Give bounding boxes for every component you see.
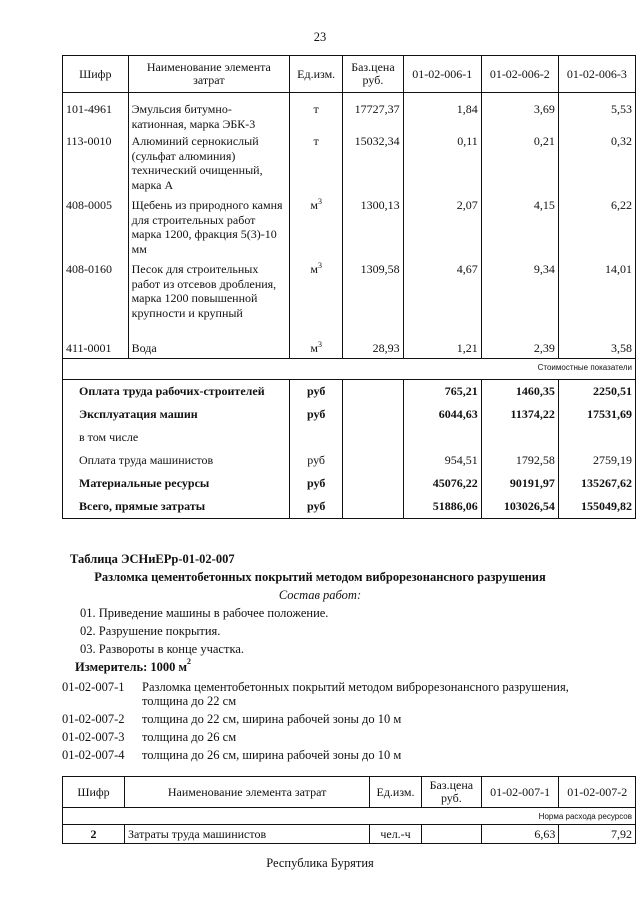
col-header-price: Баз.цена руб. (343, 56, 403, 93)
resource-table-006 (62, 55, 636, 519)
summary-label: Эксплуатация машин (63, 403, 290, 426)
summary-unit: руб (290, 403, 343, 426)
cell-code: 2 (63, 825, 125, 844)
measure-unit (75, 657, 192, 675)
norm-row (63, 808, 636, 825)
summary-value (403, 426, 481, 449)
summary-value: 765,21 (403, 379, 481, 403)
summary-row (63, 426, 636, 449)
cell-value: 2,39 (481, 340, 558, 358)
table-header-row (63, 56, 636, 93)
col-header-006-1: 01-02-006-1 (403, 56, 481, 93)
unit-sup: 3 (317, 261, 322, 270)
cell-value: 3,69 (481, 101, 558, 133)
item-code: 01-02-007-2 (62, 712, 125, 726)
cost-indicators-label: Стоимостные показатели (63, 358, 636, 379)
col-header-unit: Ед.изм. (290, 56, 343, 93)
summary-unit: руб (290, 449, 343, 472)
summary-unit: руб (290, 495, 343, 519)
cell-value: 0,11 (403, 133, 481, 197)
measure-unit-text: Измеритель: 1000 м (75, 660, 188, 674)
unit-sup: 3 (317, 340, 322, 349)
col-header-name: Наименование элемента затрат (125, 777, 370, 808)
summary-label: Оплата труда машинистов (63, 449, 290, 472)
summary-value: 90191,97 (481, 472, 558, 495)
cell-unit (290, 261, 343, 340)
cell-name: Вода (128, 340, 289, 358)
cell-price: 28,93 (343, 340, 403, 358)
unit-text: м (310, 198, 318, 212)
summary-value: 155049,82 (558, 495, 635, 519)
cell-code: 113-0010 (63, 133, 129, 197)
cell-value: 4,15 (481, 197, 558, 261)
summary-price-cell (343, 472, 403, 495)
cell-unit: т (290, 133, 343, 197)
cell-name: Алюминий сернокислый (сульфат алюминия) технический очищенный, марка А (128, 133, 289, 197)
item-code: 01-02-007-4 (62, 748, 125, 762)
summary-value: 954,51 (403, 449, 481, 472)
cell-value: 5,53 (558, 101, 635, 133)
summary-price-cell (343, 379, 403, 403)
cell-value: 2,07 (403, 197, 481, 261)
cell-unit (290, 340, 343, 358)
work-step: 02. Разрушение покрытия. (80, 624, 221, 638)
list-item (62, 748, 622, 764)
table-row (63, 825, 636, 844)
col-header-007-1: 01-02-007-1 (481, 777, 559, 808)
summary-value: 45076,22 (403, 472, 481, 495)
table-row (63, 340, 636, 358)
cell-code: 101-4961 (63, 101, 129, 133)
table-row (63, 261, 636, 340)
cell-name: Щебень из природного камня для строительных работ марка 1200, фракция 5(3)-10 мм (128, 197, 289, 261)
cell-value: 1,84 (403, 101, 481, 133)
table-row (63, 197, 636, 261)
summary-value: 17531,69 (558, 403, 635, 426)
resource-table-007 (62, 776, 636, 844)
norm-label: Норма расхода ресурсов (63, 808, 636, 825)
cell-name: Эмульсия битумно-катионная, марка ЭБК-3 (128, 101, 289, 133)
summary-value: 103026,54 (481, 495, 558, 519)
table-header-row (63, 777, 636, 808)
summary-value: 135267,62 (558, 472, 635, 495)
cell-value: 0,21 (481, 133, 558, 197)
cell-name: Затраты труда машинистов (125, 825, 370, 844)
work-step: 01. Приведение машины в рабочее положение. (80, 606, 329, 620)
col-header-price: Баз.цена руб. (421, 777, 481, 808)
cell-unit: т (290, 101, 343, 133)
cell-value: 14,01 (558, 261, 635, 340)
cell-value: 6,22 (558, 197, 635, 261)
summary-label: Материальные ресурсы (63, 472, 290, 495)
cell-code: 408-0160 (63, 261, 129, 340)
table-title: Таблица ЭСНиЕРр-01-02-007 (70, 552, 235, 566)
summary-price-cell (343, 495, 403, 519)
cell-price (421, 825, 481, 844)
summary-row (63, 379, 636, 403)
spacer-row (63, 93, 636, 102)
col-header-006-2: 01-02-006-2 (481, 56, 558, 93)
summary-label: в том числе (63, 426, 290, 449)
cell-value: 7,92 (559, 825, 636, 844)
unit-text: м (310, 341, 318, 355)
list-item (62, 730, 622, 746)
work-composition-heading: Состав работ: (278, 588, 362, 602)
cell-price: 1300,13 (343, 197, 403, 261)
cell-value: 9,34 (481, 261, 558, 340)
cell-unit: чел.-ч (370, 825, 422, 844)
summary-value: 1460,35 (481, 379, 558, 403)
cell-unit (290, 197, 343, 261)
cell-code: 408-0005 (63, 197, 129, 261)
cell-value: 4,67 (403, 261, 481, 340)
item-code: 01-02-007-1 (62, 680, 125, 694)
resource-rows (63, 101, 636, 358)
work-step: 03. Развороты в конце участка. (80, 642, 244, 656)
table-subtitle: Разломка цементобетонных покрытий методом виброрезонансного разрушения (94, 570, 546, 584)
summary-row (63, 449, 636, 472)
unit-text: м (310, 262, 318, 276)
summary-value: 11374,22 (481, 403, 558, 426)
col-header-code: Шифр (63, 777, 125, 808)
summary-row (63, 403, 636, 426)
summary-value (558, 426, 635, 449)
measure-unit-sup: 2 (187, 657, 192, 666)
summary-value: 6044,63 (403, 403, 481, 426)
item-code: 01-02-007-3 (62, 730, 125, 744)
cell-value: 0,32 (558, 133, 635, 197)
summary-value: 51886,06 (403, 495, 481, 519)
summary-price-cell (343, 403, 403, 426)
unit-sup: 3 (317, 197, 322, 206)
col-header-007-2: 01-02-007-2 (559, 777, 636, 808)
summary-rows (63, 379, 636, 518)
list-item (62, 712, 622, 728)
cell-price: 1309,58 (343, 261, 403, 340)
summary-unit (290, 426, 343, 449)
cell-code: 411-0001 (63, 340, 129, 358)
item-text: толщина до 26 см (142, 730, 237, 744)
list-item (62, 680, 622, 710)
item-text: толщина до 26 см, ширина рабочей зоны до 10 м (142, 748, 402, 762)
cell-name: Песок для строительных работ из отсевов дробления, марка 1200 повышенной крупности и крупный (128, 261, 289, 340)
footer-region: Республика Бурятия (266, 856, 374, 870)
col-header-name: Наименование элемента затрат (128, 56, 289, 93)
summary-row (63, 472, 636, 495)
cell-price: 15032,34 (343, 133, 403, 197)
item-text: Разломка цементобетонных покрытий методом виброрезонансного разрушения, толщина до 22 см (142, 680, 569, 708)
col-header-unit: Ед.изм. (370, 777, 422, 808)
summary-price-cell (343, 449, 403, 472)
summary-value: 1792,58 (481, 449, 558, 472)
cost-indicators-row (63, 358, 636, 379)
col-header-code: Шифр (63, 56, 129, 93)
table-row (63, 101, 636, 133)
table-row (63, 133, 636, 197)
summary-unit: руб (290, 379, 343, 403)
cell-value: 1,21 (403, 340, 481, 358)
col-header-006-3: 01-02-006-3 (558, 56, 635, 93)
summary-value: 2250,51 (558, 379, 635, 403)
summary-price-cell (343, 426, 403, 449)
cell-price: 17727,37 (343, 101, 403, 133)
summary-value: 2759,19 (558, 449, 635, 472)
summary-label: Оплата труда рабочих-строителей (63, 379, 290, 403)
summary-label: Всего, прямые затраты (63, 495, 290, 519)
summary-value (481, 426, 558, 449)
item-text: толщина до 22 см, ширина рабочей зоны до 10 м (142, 712, 402, 726)
summary-unit: руб (290, 472, 343, 495)
summary-row (63, 495, 636, 519)
cell-value: 6,63 (481, 825, 559, 844)
cell-value: 3,58 (558, 340, 635, 358)
page-number: 23 (313, 30, 327, 44)
